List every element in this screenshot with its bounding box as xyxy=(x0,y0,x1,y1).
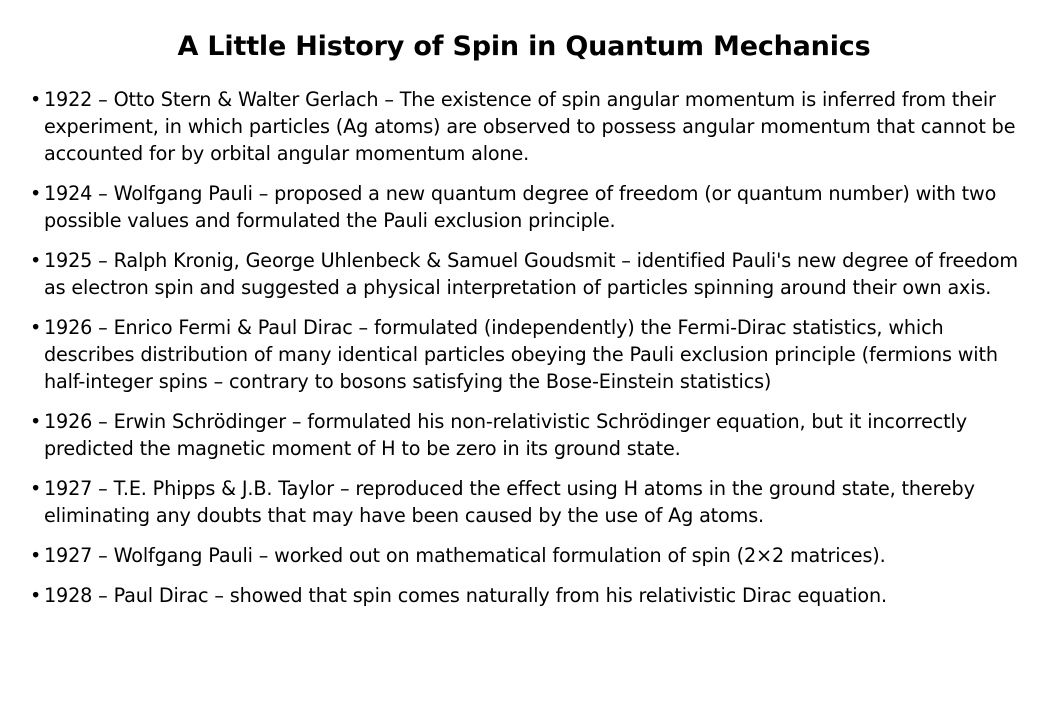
bullet-dot-icon: • xyxy=(30,410,42,433)
bullet-1925-kronig-uhlenbeck-goudsmit xyxy=(30,247,1018,301)
bullet-dot-icon: • xyxy=(30,544,42,567)
bullet-text: 1928 – Paul Dirac – showed that spin comes naturally from his relativistic Dirac equation. xyxy=(44,584,887,607)
bullet-dot-icon: • xyxy=(30,584,42,607)
bullet-1924-pauli xyxy=(30,180,1018,234)
bullet-text: 1927 – T.E. Phipps & J.B. Taylor – reproduced the effect using H atoms in the ground state, thereby eliminating any doubts that may have been caused by the use of Ag atoms. xyxy=(44,477,975,527)
bullet-1927-phipps-taylor xyxy=(30,475,1018,529)
bullet-dot-icon: • xyxy=(30,249,42,272)
bullet-text: 1927 – Wolfgang Pauli – worked out on mathematical formulation of spin (2×2 matrices). xyxy=(44,544,886,567)
bullet-text: 1922 – Otto Stern & Walter Gerlach – The existence of spin angular momentum is inferred from their experiment, in which particles (Ag atoms) are observed to possess angular momentum that cannot be accounted for by orbital angular momentum alone. xyxy=(44,88,1016,165)
bullet-1922-stern-gerlach xyxy=(30,86,1018,167)
slide-title: A Little History of Spin in Quantum Mechanics xyxy=(177,31,871,62)
history-bullet-list xyxy=(30,86,1018,609)
bullet-dot-icon: • xyxy=(30,88,42,111)
bullet-text: 1926 – Erwin Schrödinger – formulated his non-relativistic Schrödinger equation, but it incorrectly predicted the magnetic moment of H to be zero in its ground state. xyxy=(44,410,967,460)
bullet-1927-pauli-matrices xyxy=(30,542,1018,569)
bullet-dot-icon: • xyxy=(30,477,42,500)
bullet-1926-fermi-dirac xyxy=(30,314,1018,395)
bullet-text: 1926 – Enrico Fermi & Paul Dirac – formulated (independently) the Fermi-Dirac statistics, which describes distribution of many identical particles obeying the Pauli exclusion principle (fermions with half-integer spins – contrary to bosons satisfying the Bose-Einstein statistics) xyxy=(44,316,998,393)
bullet-text: 1925 – Ralph Kronig, George Uhlenbeck & Samuel Goudsmit – identified Pauli's new degree of freedom as electron spin and suggested a physical interpretation of particles spinning around their own axis. xyxy=(44,249,1018,299)
bullet-1926-schrodinger xyxy=(30,408,1018,462)
bullet-1928-dirac xyxy=(30,582,1018,609)
bullet-dot-icon: • xyxy=(30,182,42,205)
bullet-text: 1924 – Wolfgang Pauli – proposed a new quantum degree of freedom (or quantum number) with two possible values and formulated the Pauli exclusion principle. xyxy=(44,182,997,232)
bullet-dot-icon: • xyxy=(30,316,42,339)
